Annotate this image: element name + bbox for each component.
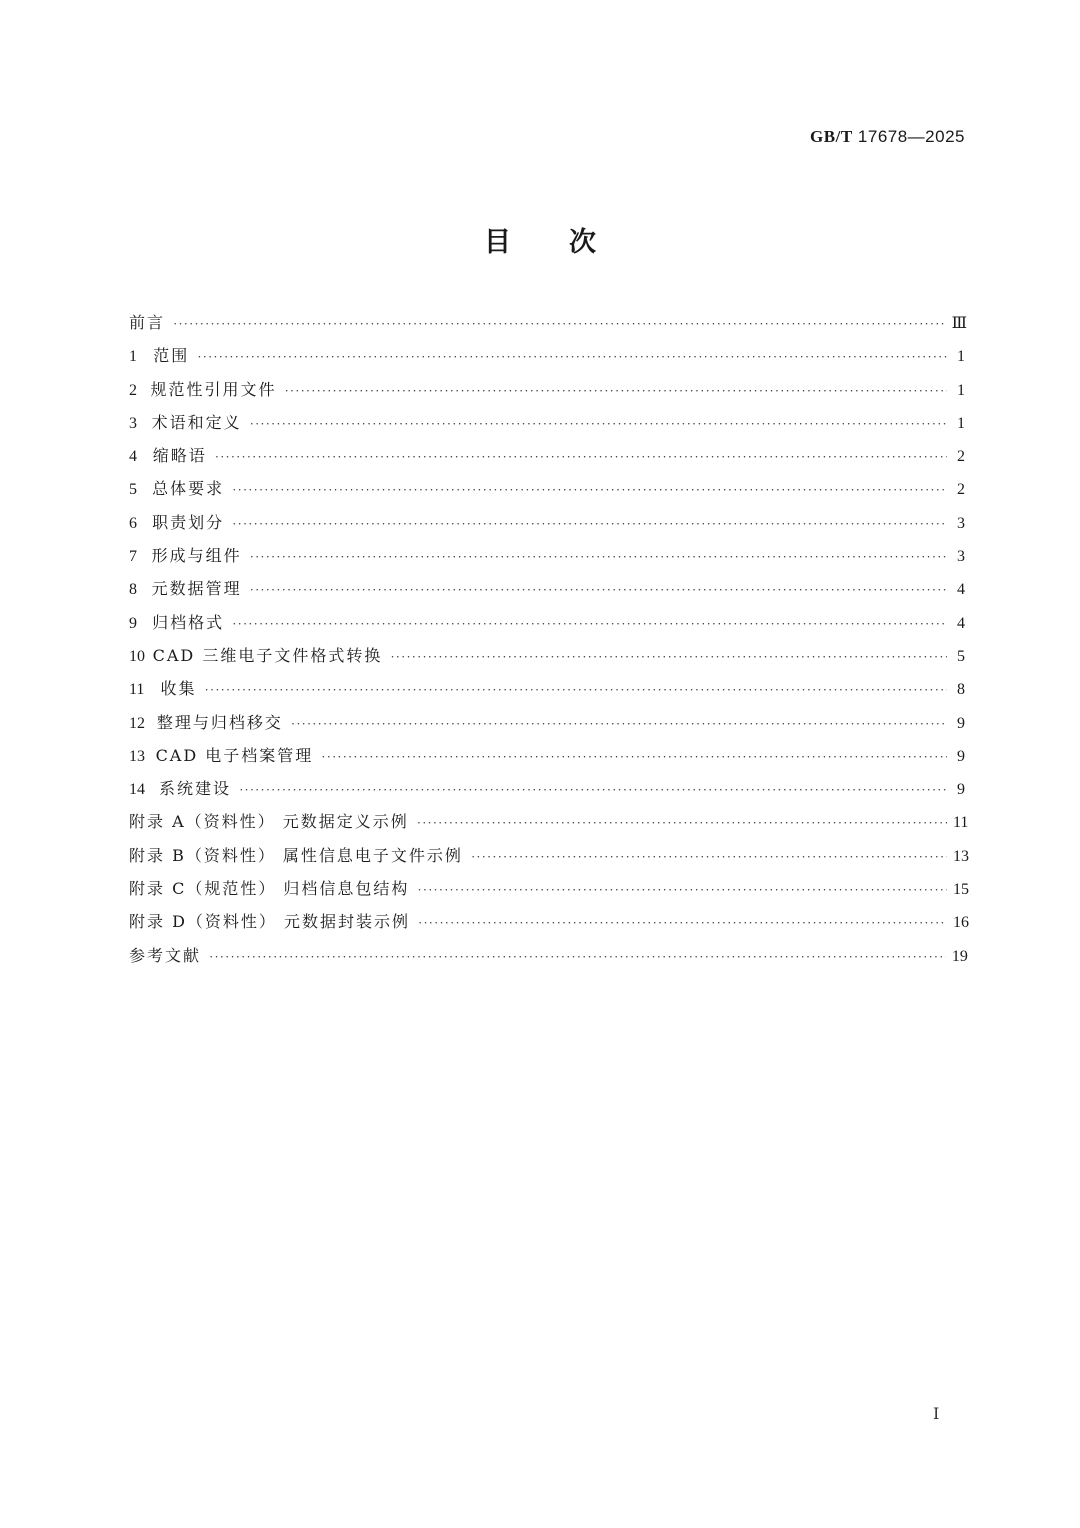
toc-entry-number: 12: [129, 714, 145, 732]
toc-entry-label: 规范性引用文件: [150, 379, 277, 399]
toc-entry-number: 10: [129, 647, 145, 665]
toc-dot-leader: [417, 806, 947, 839]
toc-entry-3[interactable]: [129, 406, 965, 439]
toc-entry-label: 形成与组件: [151, 546, 242, 566]
toc-entry-number: 1: [129, 348, 137, 366]
toc-entry-2[interactable]: [129, 373, 965, 406]
toc-entry-label: 范围: [153, 346, 190, 366]
toc-page-number: 9: [957, 747, 965, 765]
toc-page-number: 19: [951, 947, 968, 965]
toc-entry-preface[interactable]: [129, 306, 968, 339]
toc-entry-number: 2: [129, 381, 137, 399]
toc-entry-label: CAD 电子档案管理: [155, 745, 314, 765]
toc-entry-13[interactable]: [129, 739, 965, 772]
toc-dot-leader: [390, 640, 947, 673]
toc-entry-number: 9: [129, 614, 137, 632]
toc-dot-leader: [291, 707, 947, 740]
toc-entry-number: 6: [129, 514, 137, 532]
toc-page-number: 11: [953, 814, 969, 832]
toc-entry-number: 11: [129, 681, 145, 699]
toc-entry-annex-c[interactable]: [129, 872, 969, 905]
toc-dot-leader: [232, 507, 947, 540]
toc-entry-label: 总体要求: [152, 479, 225, 499]
toc-dot-leader: [215, 440, 947, 473]
toc-dot-leader: [205, 673, 947, 706]
toc-entry-label: 术语和定义: [151, 412, 242, 432]
toc-page-number: 9: [957, 714, 965, 732]
toc-entry-number: 3: [129, 414, 137, 432]
standard-prefix: GB/T: [810, 127, 853, 146]
toc-entry-annex-a[interactable]: [129, 805, 969, 838]
toc-page-number: 13: [953, 847, 969, 865]
toc-dot-leader: [250, 573, 947, 606]
table-of-contents: [129, 306, 969, 972]
toc-page-number: 4: [957, 581, 965, 599]
toc-entry-14[interactable]: [129, 772, 965, 805]
toc-entry-12[interactable]: [129, 706, 965, 739]
toc-page-number: 2: [957, 448, 965, 466]
toc-entry-number: 4: [129, 448, 137, 466]
toc-entry-label: 收集: [160, 679, 197, 699]
toc-dot-leader: [239, 773, 947, 806]
page-number: Ⅰ: [933, 1406, 940, 1423]
toc-entry-number: 7: [129, 548, 137, 566]
toc-page-number: 2: [957, 481, 965, 499]
toc-entry-number: 5: [129, 481, 137, 499]
page-title: 目次: [484, 227, 654, 258]
toc-entry-7[interactable]: [129, 539, 965, 572]
toc-entry-annex-b[interactable]: [129, 839, 969, 872]
toc-entry-4[interactable]: [129, 439, 965, 472]
toc-dot-leader: [250, 540, 947, 573]
toc-entry-label: 归档格式: [152, 612, 225, 632]
toc-page-number: 15: [953, 881, 969, 899]
toc-entry-label: 职责划分: [152, 512, 225, 532]
toc-page-number: 1: [957, 414, 965, 432]
toc-entry-number: 13: [129, 747, 145, 765]
toc-dot-leader: [232, 473, 947, 506]
standard-code: [810, 127, 965, 147]
toc-entry-number: 8: [129, 581, 137, 599]
toc-dot-leader: [418, 906, 947, 939]
toc-entry-5[interactable]: [129, 472, 965, 505]
toc-entry-number: 14: [129, 781, 145, 799]
toc-entry-label: 前言: [129, 313, 166, 332]
toc-entry-label: CAD 三维电子文件格式转换: [152, 645, 383, 665]
toc-dot-leader: [173, 307, 946, 340]
toc-page-number: 9: [957, 781, 965, 799]
toc-dot-leader: [284, 374, 947, 407]
toc-page-number: 16: [953, 914, 969, 932]
toc-dot-leader: [209, 940, 946, 973]
toc-entry-1[interactable]: [129, 339, 965, 372]
toc-entry-10[interactable]: [129, 639, 965, 672]
toc-entry-11[interactable]: [129, 672, 965, 705]
toc-entry-label: 系统建设: [159, 779, 232, 799]
toc-page-number: 5: [957, 647, 965, 665]
toc-entry-bibliography[interactable]: [129, 939, 968, 972]
toc-page-number: 4: [957, 614, 965, 632]
toc-entry-label: 附录 D（资料性） 元数据封装示例: [129, 912, 411, 932]
toc-dot-leader: [417, 873, 947, 906]
toc-page-number: Ⅲ: [951, 315, 968, 332]
toc-entry-annex-d[interactable]: [129, 905, 969, 938]
toc-page-number: 3: [957, 514, 965, 532]
toc-entry-label: 附录 C（规范性） 归档信息包结构: [129, 879, 410, 899]
toc-dot-leader: [250, 407, 947, 440]
toc-page-number: 3: [957, 548, 965, 566]
toc-entry-label: 参考文献: [129, 945, 202, 965]
toc-dot-leader: [197, 340, 947, 373]
toc-entry-6[interactable]: [129, 506, 965, 539]
toc-dot-leader: [471, 840, 947, 873]
toc-entry-label: 附录 A（资料性） 元数据定义示例: [129, 812, 409, 832]
toc-dot-leader: [232, 607, 947, 640]
toc-page-number: 1: [957, 381, 965, 399]
toc-entry-9[interactable]: [129, 606, 965, 639]
toc-entry-8[interactable]: [129, 572, 965, 605]
toc-entry-label: 缩略语: [152, 446, 207, 466]
toc-entry-label: 元数据管理: [151, 579, 242, 599]
toc-dot-leader: [321, 740, 947, 773]
toc-entry-label: 整理与归档移交: [156, 712, 283, 732]
toc-page-number: 8: [957, 681, 965, 699]
toc-entry-label: 附录 B（资料性） 属性信息电子文件示例: [129, 845, 463, 865]
standard-number: 17678—2025: [857, 127, 965, 146]
toc-page-number: 1: [957, 348, 965, 366]
